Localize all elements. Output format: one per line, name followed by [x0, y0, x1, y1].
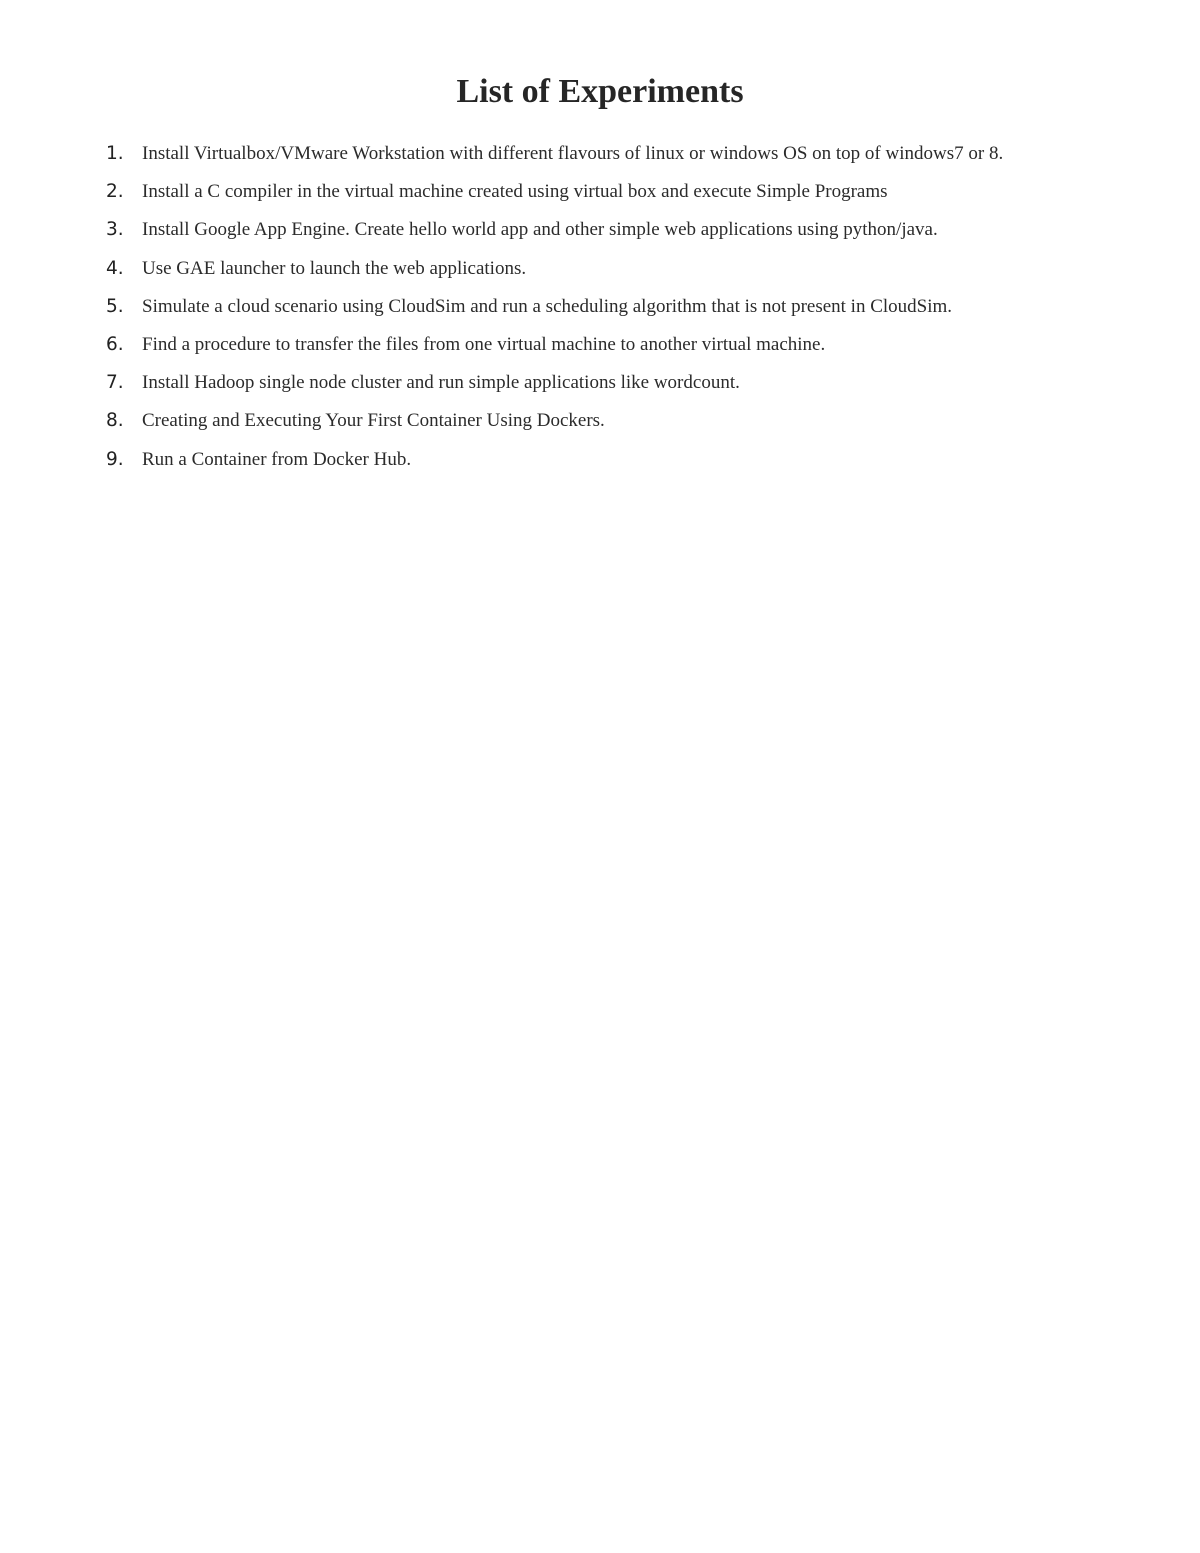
list-item-number: 5.	[106, 295, 124, 317]
list-item-text: Install Virtualbox/VMware Workstation with different flavours of linux or windows OS on top of windows7 or 8.	[142, 143, 1004, 164]
list-item-number: 9.	[106, 448, 124, 470]
list-item-number: 4.	[106, 257, 124, 279]
experiment-list	[0, 135, 1200, 479]
list-item	[0, 364, 1200, 402]
list-item-number: 8.	[106, 410, 124, 432]
list-item-text: Install Google App Engine. Create hello world app and other simple web applications using python/java.	[142, 219, 938, 241]
list-item	[0, 211, 1200, 249]
list-item-text: Install a C compiler in the virtual machine created using virtual box and execute Simple Programs	[142, 181, 888, 203]
list-item	[0, 441, 1200, 479]
list-item	[0, 402, 1200, 440]
list-item	[0, 326, 1200, 364]
list-item-text: Install Hadoop single node cluster and run simple applications like wordcount.	[142, 372, 740, 394]
list-item-text: Run a Container from Docker Hub.	[142, 448, 412, 470]
list-item	[0, 135, 1200, 173]
list-item-text: Find a procedure to transfer the files from one virtual machine to another virtual machine.	[142, 333, 826, 355]
list-item-text: Simulate a cloud scenario using CloudSim and run a scheduling algorithm that is not present in CloudSim.	[142, 295, 953, 317]
list-item-number: 2.	[106, 181, 124, 203]
list-item	[0, 173, 1200, 211]
list-item-number: 7.	[106, 372, 124, 394]
list-item-number: 1.	[106, 143, 124, 164]
list-item-number: 6.	[106, 333, 124, 355]
page-title: List of Experiments	[456, 73, 744, 110]
list-item	[0, 288, 1200, 326]
list-item-number: 3.	[106, 219, 124, 241]
list-item	[0, 250, 1200, 288]
list-item-text: Use GAE launcher to launch the web applications.	[142, 257, 527, 279]
list-item-text: Creating and Executing Your First Container Using Dockers.	[142, 410, 605, 432]
